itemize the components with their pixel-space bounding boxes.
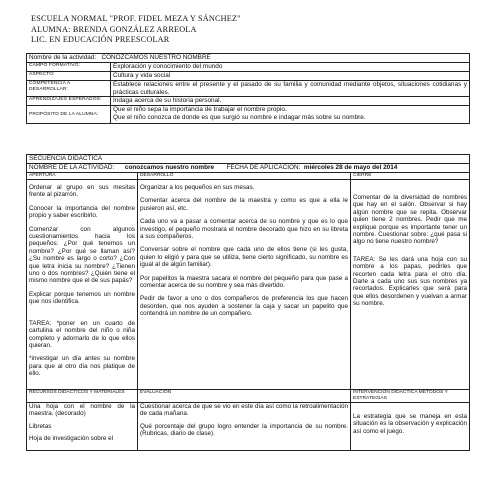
- apertura-paragraph: Comenzar con algunos cuestionamientos hacia los pequeños: ¿Por qué tenemos un nombre? ¿Por qué se llaman así? ¿Su nombre es largo o corto? ¿Con que letra inicia su nombre? ¿Tienen uno o dos nombres? ¿Quién tiene el mismo nombre que el de sus papás?: [29, 225, 135, 285]
- sequence-title: SECUENCIA DIDÁCTICA: [27, 155, 470, 164]
- recursos-item: Libretas: [29, 422, 52, 430]
- apertura-paragraph: Conocer la importancia del nombre propio y saber escribirlo.: [29, 204, 135, 220]
- proposito-line-2: Que el niño conozca de donde es que surgió su nombre e indagar más sobre su nombre.: [113, 113, 366, 121]
- date-label: FECHA DE APLICACIÓN:: [226, 164, 301, 171]
- activity-info-table: [26, 53, 470, 124]
- col-desarrollo-header: DESARROLLO: [138, 173, 351, 180]
- desarrollo-paragraph: Conversar sobre el nombre que cada uno de ellos tiene (si les gusta, quien lo eligió y para que se utiliza, tiene cierto significado, su nombre es igual al de algún familiar).: [140, 246, 348, 269]
- evaluacion-item: Cuestionar acerca de que se vio en este día así como la retroalimentación de cada mañana.: [140, 403, 348, 418]
- date-value: miércoles 28 de mayo del 2014: [303, 164, 398, 171]
- intervencion-text: La estrategia que se maneja en esta situación es la observación y explicación así como el juego.: [353, 413, 467, 435]
- apertura-paragraph: *investigar un día antes su nombre para que al otro día nos platique de ello.: [29, 355, 135, 378]
- aprendizajes-label: APRENDIZAJES ESPERADOS:: [27, 97, 111, 106]
- desarrollo-paragraph: Organizar a los pequeños en sus mesas.: [140, 184, 255, 191]
- activity-name-value: CONOZCAMOS NUESTRO NOMBRE: [101, 54, 211, 61]
- student-name: ALUMNA: BRENDA GONZÁLEZ ARREOLA: [31, 24, 197, 34]
- intervencion-cell: [351, 403, 470, 451]
- proposito-line-1: Que el niño sepa la importancia de trabajar el nombre propio.: [113, 106, 287, 114]
- evaluacion-cell: [138, 403, 351, 451]
- recursos-item: Una hoja con el nombre de la maestra. (decorado): [29, 403, 135, 418]
- evaluacion-item: Qué porcentaje del grupo logro entender la importancia de su nombre. (Rubricas, diario de clase).: [140, 422, 348, 438]
- col-apertura-header: APERTURA: [27, 173, 138, 180]
- sequence-name-row: [27, 164, 470, 173]
- activity-name-label: Nombre de la actividad:: [29, 54, 97, 61]
- apertura-paragraph: Ordenar al grupo en sus mesitas frente al pizarrón.: [29, 184, 135, 199]
- activity-name-row: [27, 54, 470, 63]
- cierre-cell: [351, 180, 470, 390]
- sequence-table: [26, 154, 470, 451]
- cierre-paragraph: Comentar de la diversidad de nombres que hay en el salón. Observar si hay algún nombre que se repita. Observar quien tiene 2 nombres. Pedir que me explique porque es importante tener un nombre. Cuestionar sobre: ¿qué pasa si algo no tiene nuestro nombre?: [353, 194, 467, 246]
- aprendizajes-value: Indaga acerca de su historia personal.: [111, 97, 470, 106]
- aspecto-label: ASPECTO:: [27, 72, 111, 81]
- competencia-label: COMPETENCIA A DESARROLLAR:: [27, 81, 111, 97]
- recursos-item: Hoja de investigación sobre el: [29, 435, 114, 443]
- campo-value: Exploración y conocimiento del mundo: [111, 63, 470, 72]
- desarrollo-paragraph: Por papelitos la maestra sacara el nombre del pequeño para que pase a comentar acerca de su nombre y sea más divertido.: [140, 274, 348, 290]
- desarrollo-paragraph: Comentar acerca del nombre de la maestra y como es que a ella le pusieron así, etc.: [140, 197, 348, 212]
- proposito-label: PROPÓSITO DE LA ALUMNA:: [27, 106, 111, 124]
- apertura-paragraph: TAREA: *poner en un cuarto de cartulina el nombre del niño o niña completo y adornarlo de lo que ellos quieran.: [29, 319, 135, 349]
- evaluacion-header: EVALUACIÓN: [138, 390, 351, 403]
- proposito-value: [111, 106, 470, 124]
- col-cierre-header: CIERRE: [351, 173, 470, 180]
- intervencion-header: INTERVENCIÓN DIDÁCTICA MÉTODOS Y ESTRATEGIAS: [351, 390, 470, 403]
- aspecto-value: Cultura y vida social: [111, 72, 470, 81]
- document-header: [31, 14, 241, 46]
- sequence-name-label: NOMBRE DE LA ACTIVIDAD:: [29, 164, 115, 171]
- desarrollo-paragraph: Pedir de favor a uno o dos compañeros de preferencia los que hacen desorden, que nos ayuden a sostener la caja y sacar un papelito que contendrá un nombre de un compañero.: [140, 295, 348, 318]
- apertura-paragraph: Explicar porque tenemos un nombre que nos identifica.: [29, 290, 135, 306]
- competencia-value: Establece relaciones entre el presente y el pasado de su familia y comunidad mediante objetos, situaciones cotidianas y prácticas culturales.: [111, 81, 470, 97]
- sequence-name-value: conozcamos nuestro nombre: [124, 164, 215, 171]
- recursos-cell: [27, 403, 138, 451]
- apertura-cell: [27, 180, 138, 390]
- desarrollo-paragraph: Cada uno va a pasar a comentar acerca de su nombre y que es lo que investigo, el pequeño mostrara el nombre decorado que hizo en su libreta a sus compañeros.: [140, 218, 348, 241]
- degree-name: LIC. EN EDUCACIÓN PREESCOLAR: [31, 35, 170, 45]
- cierre-paragraph: TAREA: Se les dará una hoja con su nombre a los papas, pedirles que recorten cada letra para el otro día. Darle a cada uno sus sus nombres ya recortados. Explicarles que será para que ellos desordenen y vuelvan a armar su nombre.: [353, 255, 467, 308]
- school-name: ESCUELA NORMAL "PROF. FIDEL MEZA Y SÁNCHEZ": [31, 14, 241, 23]
- desarrollo-cell: [138, 180, 351, 390]
- campo-label: CAMPO FORMATIVO:: [27, 63, 111, 72]
- recursos-header: RECURSOS DIDÁCTICOS Y MATERIALES: [27, 390, 138, 403]
